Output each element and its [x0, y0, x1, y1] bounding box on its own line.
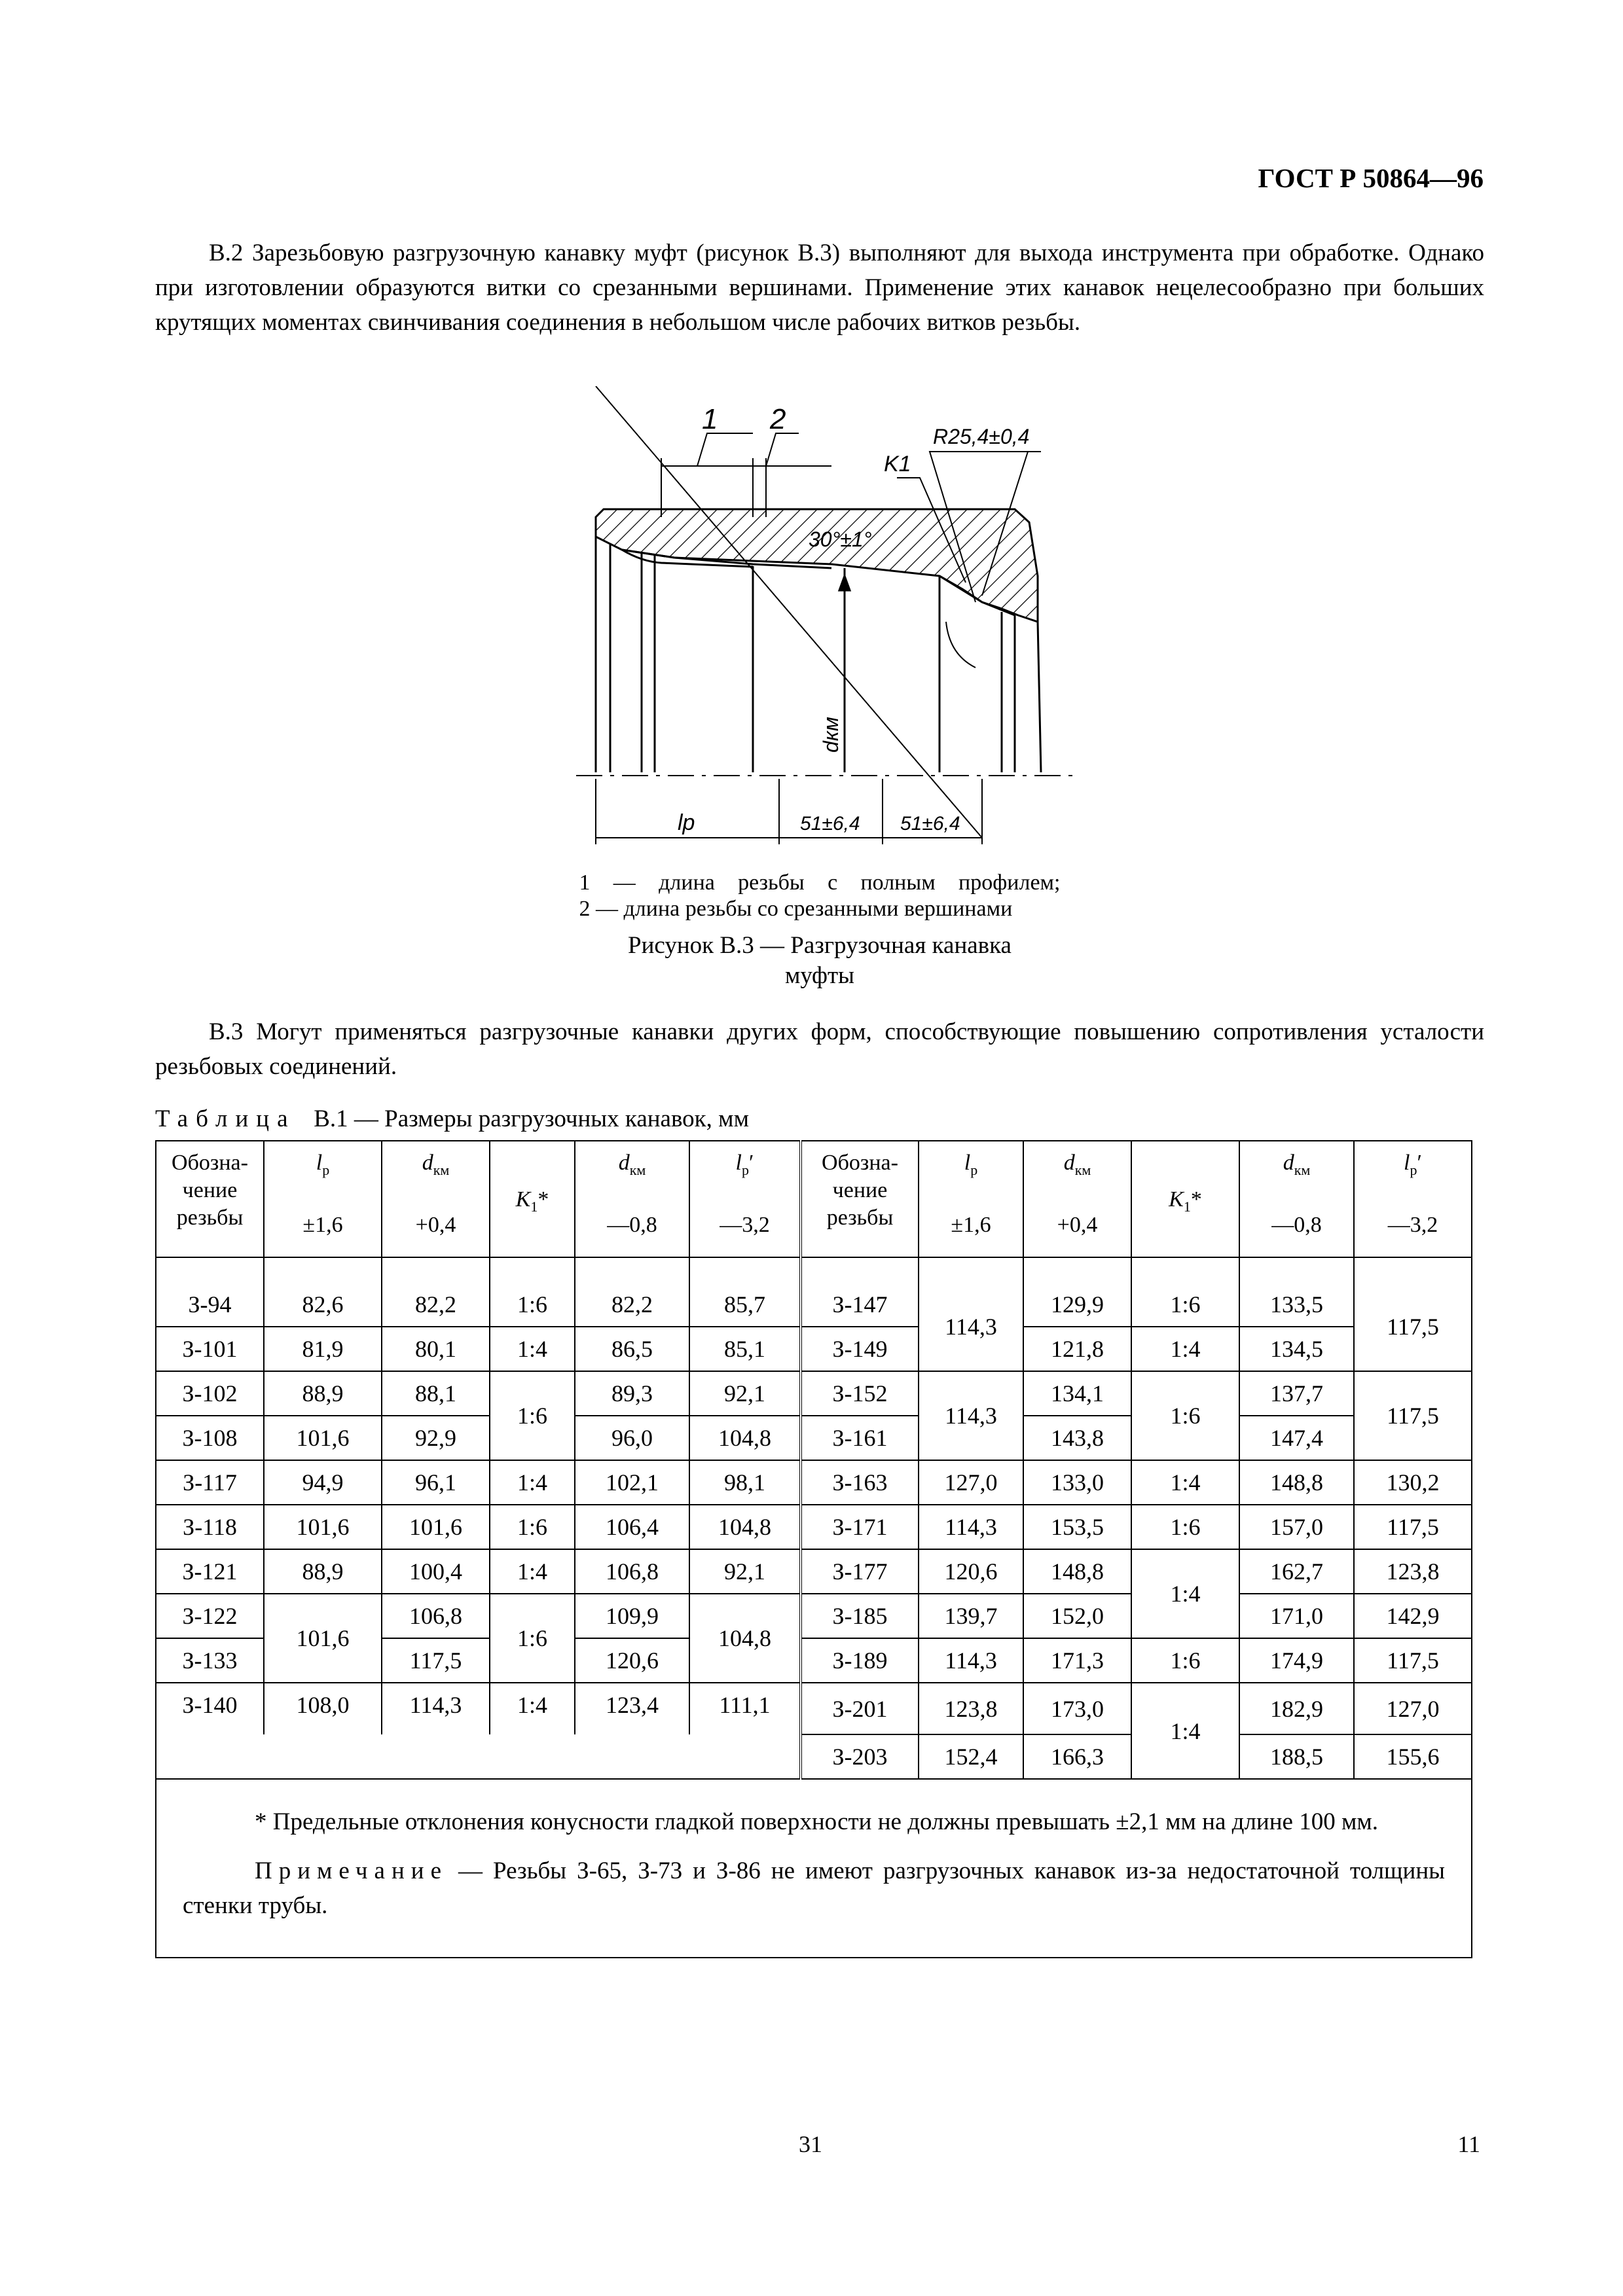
figure-caption [155, 931, 1484, 991]
table-row: З-122 101,6 106,8 1:6 109,9 104,8 З-185 139,7 152,0 171,0 142,9 [156, 1594, 1472, 1638]
figure-caption-line2: муфты [785, 962, 854, 989]
table-row: З-102 88,9 88,1 1:6 89,3 92,1 З-152 114,3 134,1 1:6 137,7 117,5 [156, 1371, 1472, 1416]
table-row: З-140 108,0 114,3 1:4 123,4 111,1 З-201 123,8 173,0 1:4 182,9 127,0 [156, 1683, 1472, 1734]
table-row: З-133 117,5 120,6 З-189 114,3 171,3 1:6 174,9 117,5 [156, 1638, 1472, 1683]
table-row: З-121 88,9 100,4 1:4 106,8 92,1 З-177 120,6 148,8 1:4 162,7 123,8 [156, 1549, 1472, 1594]
k1-label: K1 [884, 452, 911, 476]
coupling-groove-drawing [556, 386, 1120, 870]
callout-2-label: 2 [770, 403, 786, 435]
table-row: З-203 152,4 166,3 188,5 155,6 [156, 1734, 1472, 1779]
dim-51-1-label: 51±6,4 [800, 813, 860, 834]
table-row: З-117 94,9 96,1 1:4 102,1 98,1 З-163 127,0 133,0 1:4 148,8 130,2 [156, 1460, 1472, 1505]
document-code: ГОСТ Р 50864—96 [1258, 163, 1484, 193]
groove-dimensions-table [155, 1140, 1472, 1958]
table-footnote: * Предельные отклонения конусности гладкой поверхности не должны превышать ±2,1 мм на длине 100 мм. [255, 1808, 1379, 1835]
table-caption: Таблица В.1 — Размеры разгрузочных канавок, мм [155, 1105, 749, 1132]
callout-1-label: 1 [702, 403, 718, 435]
page-number-left: 31 [799, 2131, 822, 2157]
table-notes-row [156, 1779, 1472, 1958]
figure-legend-1: 1 — длина резьбы с полным профилем; [579, 870, 1061, 895]
table-row: З-108 101,6 92,9 96,0 104,8 З-161 143,8 147,4 [156, 1416, 1472, 1460]
table-row: З-94 82,6 82,2 1:6 82,2 85,7 З-147 114,3 129,9 1:6 133,5 117,5 [156, 1283, 1472, 1327]
figure-legend-2: 2 — длина резьбы со срезанными вершинами [579, 897, 1013, 921]
dkm-label: dкм [819, 717, 843, 753]
paragraph-b3: В.3 Могут применяться разгрузочные канавки других форм, способствующие повышению сопротивления усталости резьбовых соединений. [155, 1018, 1484, 1080]
table-header-row: Обозна- чение резьбы $l_р$ ±1,6 $d_{км}$ +0,4 $K_1*$ $d_{км}$ —0,8 $l_р'$ —3,2 Обозна- чение резьбы $l_р$ ±1,6 $d_{км}$ +0,4 $K_1*$ $d_{км}$ —0,8 $l_р'$ —3,2 [156, 1141, 1472, 1257]
table-note: Примечание — Резьбы З-65, З-73 и З-86 не имеют разгрузочных канавок из-за недостаточной толщины стенки трубы. [183, 1857, 1445, 1919]
lp-label: lp [678, 810, 695, 835]
page-number-right: 11 [1457, 2131, 1480, 2157]
table-row: З-118 101,6 101,6 1:6 106,4 104,8 З-171 114,3 153,5 1:6 157,0 117,5 [156, 1505, 1472, 1549]
angle-label: 30°±1° [809, 528, 872, 551]
table-row: З-101 81,9 80,1 1:4 86,5 85,1 З-149 121,8 1:4 134,5 [156, 1327, 1472, 1371]
dim-51-2-label: 51±6,4 [900, 813, 960, 834]
radius-label: R25,4±0,4 [933, 425, 1030, 448]
paragraph-b2: В.2 Зарезьбовую разгрузочную канавку муфт (рисунок В.3) выполняют для выхода инструмента при обработке. Однако при изготовлении образуются витки со срезанными вершинами. Применение этих канавок нецелесообразно при больших крутящих моментах свинчивания соединения в небольшом числе рабочих витков резьбы. [155, 240, 1484, 336]
figure-caption-line1: Рисунок В.3 — Разгрузочная канавка [628, 932, 1012, 959]
